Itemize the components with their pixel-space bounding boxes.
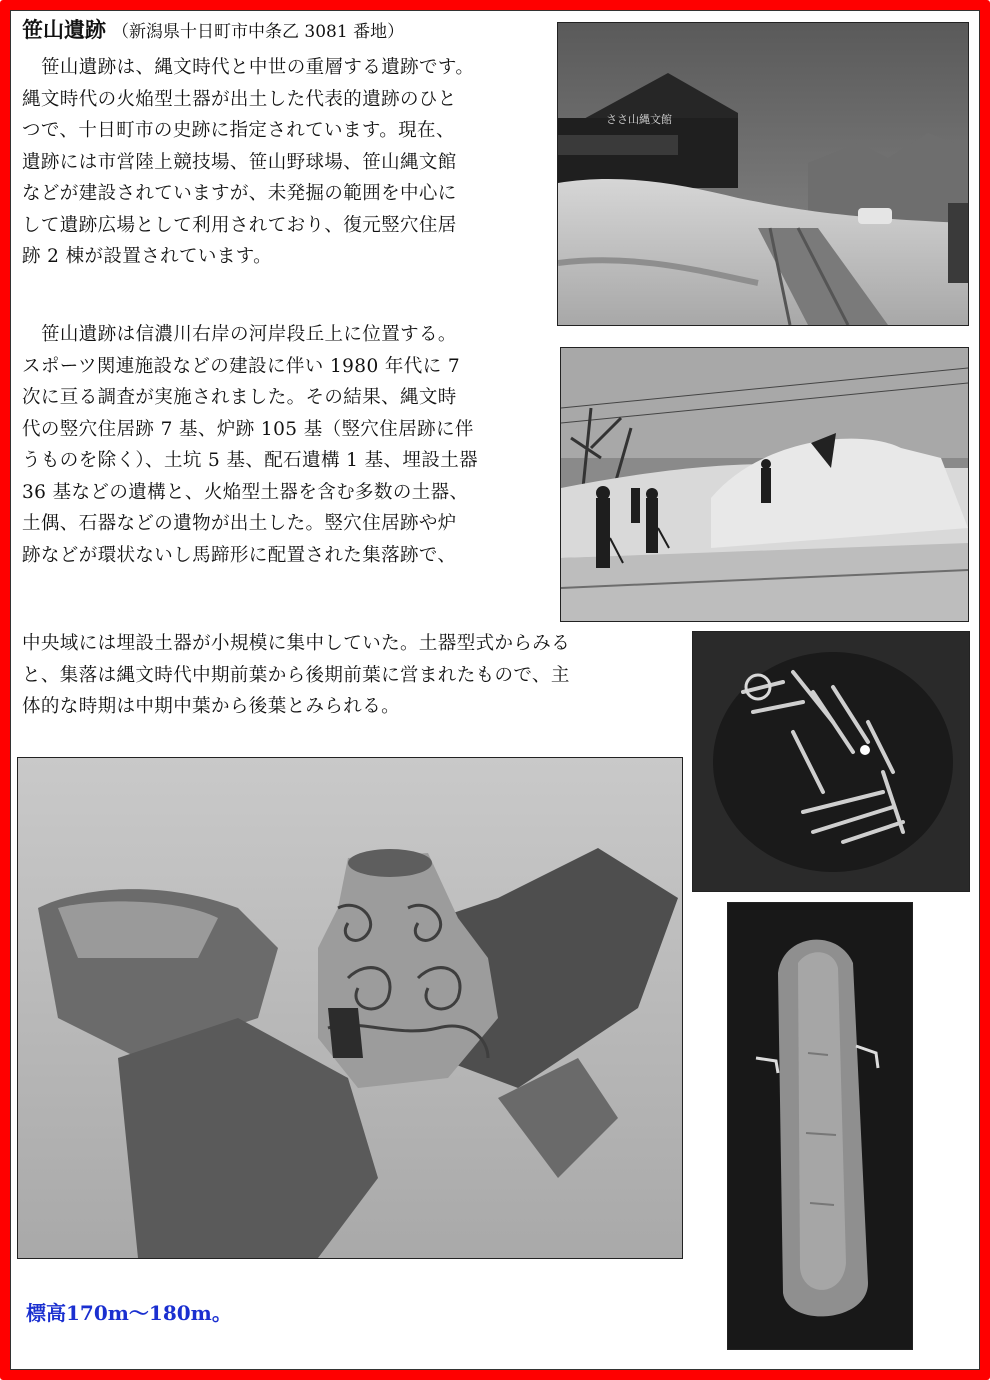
- text-line: 縄文時代の火焔型土器が出土した代表的遺跡のひと: [22, 88, 457, 110]
- text-line: などが建設されていますが、未発掘の範囲を中心に: [22, 183, 457, 204]
- text-line: 中央域には埋設土器が小規模に集中していた。土器型式からみる: [22, 633, 571, 654]
- text-line: 土偶、石器などの遺物が出土した。竪穴住居跡や炉: [22, 513, 457, 534]
- page-title: 笹山遺跡: [22, 18, 106, 42]
- text-line: 跡などが環状ないし馬蹄形に配置された集落跡で、: [22, 544, 457, 566]
- site-address: （新潟県十日町市中条乙 3081 番地）: [112, 22, 405, 42]
- photo-flame-pottery: [17, 757, 683, 1259]
- text-line: 跡 2 棟が設置されています。: [22, 246, 273, 267]
- text-line: 体的な時期は中期中葉から後葉とみられる。: [22, 696, 401, 717]
- text-line: 遺跡には市営陸上競技場、笹山野球場、笹山縄文館: [22, 151, 457, 173]
- text-line: 代の竪穴住居跡 7 基、炉跡 105 基（竪穴住居跡に伴: [22, 418, 474, 440]
- paragraph-excavation: [22, 319, 478, 571]
- header: [22, 14, 404, 44]
- text-line: と、集落は縄文時代中期前葉から後期前葉に営まれたもので、主: [22, 664, 570, 686]
- text-line: 36 基などの遺構と、火焔型土器を含む多数の土器、: [22, 481, 469, 503]
- text-line: 次に亘る調査が実施されました。その結果、縄文時: [22, 387, 457, 408]
- building-sign-text: ささ山縄文館: [606, 113, 672, 126]
- photo-snow-shoveling: [560, 347, 969, 622]
- photo-museum-building: [557, 22, 969, 326]
- text-line: して遺跡広場として利用されており、復元竪穴住居: [22, 214, 457, 236]
- text-line: 笹山遺跡は信濃川右岸の河岸段丘上に位置する。: [41, 324, 457, 345]
- elevation-note: 標高170m～180m。: [26, 1301, 232, 1325]
- text-line: スポーツ関連施設などの建設に伴い 1980 年代に 7: [22, 355, 461, 377]
- text-line: 笹山遺跡は、縄文時代と中世の重層する遺跡です。: [41, 57, 475, 78]
- photo-skeleton-remains: [692, 631, 970, 892]
- text-line: つで、十日町市の史跡に指定されています。現在、: [22, 120, 455, 141]
- paragraph-settlement: [22, 628, 570, 723]
- text-line: うものを除く）、土坑 5 基、配石遺構 1 基、埋設土器: [22, 450, 479, 471]
- photo-stone-rod: [727, 902, 913, 1350]
- paragraph-intro: [22, 52, 474, 273]
